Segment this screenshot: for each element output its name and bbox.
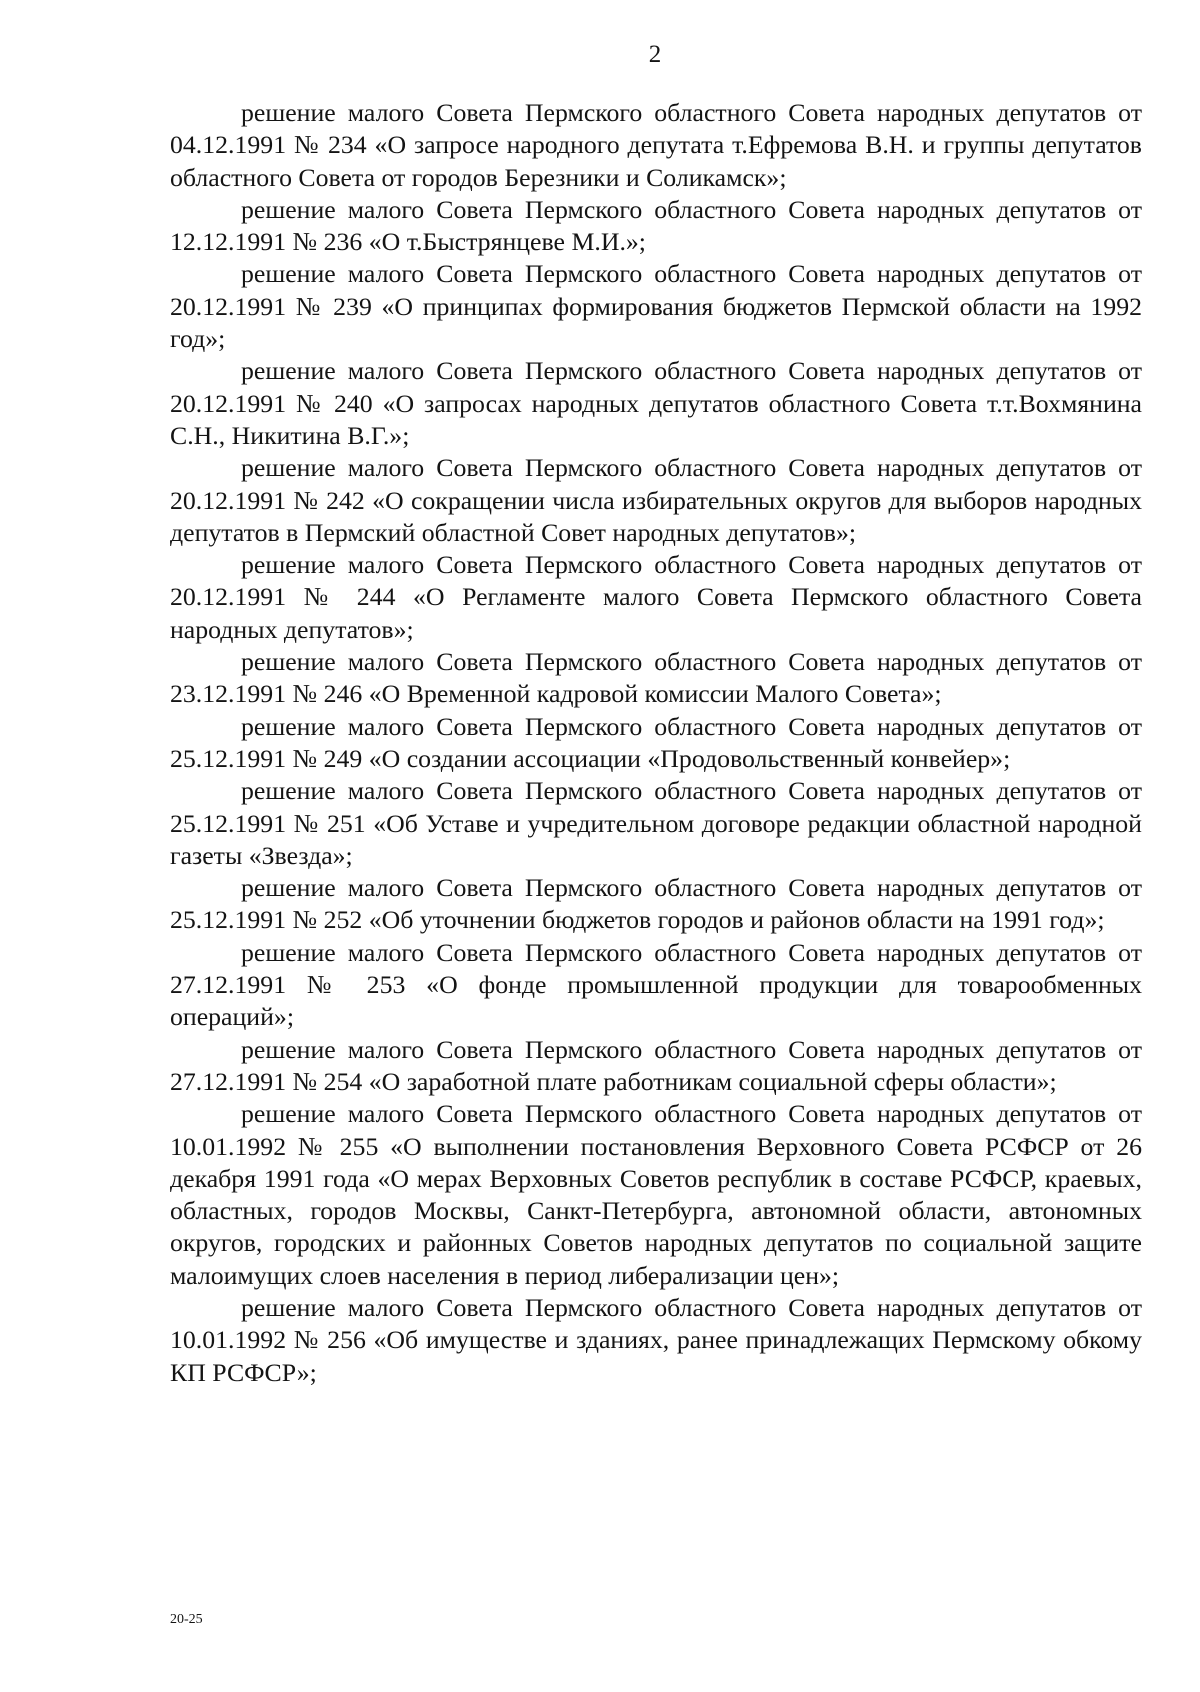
paragraph: решение малого Совета Пермского областного Совета народных депутатов от 20.12.1991 № 242 «О сокращении числа избирательных округов для выборов народных депутатов в Пермский областной Совет народных депутатов»; [170, 453, 1142, 547]
document-body [170, 97, 1142, 1389]
paragraph: решение малого Совета Пермского областного Совета народных депутатов от 20.12.1991 № 239 «О принципах формирования бюджетов Пермской области на 1992 год»; [170, 259, 1142, 354]
paragraph: решение малого Совета Пермского областного Совета народных депутатов от 27.12.1991 № 253 «О фонде промышленной продукции для товарообменных операций»; [170, 937, 1142, 1032]
paragraph: решение малого Совета Пермского областного Совета народных депутатов от 20.12.1991 № 244 «О Регламенте малого Совета Пермского областного Совета народных депутатов»; [170, 550, 1142, 644]
document-code: 20-25 [170, 1612, 203, 1627]
paragraph: решение малого Совета Пермского областного Совета народных депутатов от 27.12.1991 № 254 «О заработной плате работникам социальной сферы области»; [170, 1034, 1142, 1096]
paragraph: решение малого Совета Пермского областного Совета народных депутатов от 12.12.1991 № 236 «О т.Быстрянцеве М.И.»; [170, 194, 1142, 257]
paragraph: решение малого Совета Пермского областного Совета народных депутатов от 10.01.1992 № 256 «Об имуществе и зданиях, ранее принадлежащих Пермскому обкому КП РСФСР»; [170, 1292, 1142, 1387]
paragraph: решение малого Совета Пермского областного Совета народных депутатов от 25.12.1991 № 251 «Об Уставе и учредительном договоре редакции областной народной газеты «Звезда»; [170, 776, 1142, 870]
paragraph: решение малого Совета Пермского областного Совета народных депутатов от 23.12.1991 № 246 «О Временной кадровой комиссии Малого Совета»; [170, 647, 1142, 709]
paragraph: решение малого Совета Пермского областного Совета народных депутатов от 25.12.1991 № 252 «Об уточнении бюджетов городов и районов области на 1991 год»; [170, 873, 1142, 935]
paragraph: решение малого Совета Пермского областного Совета народных депутатов от 25.12.1991 № 249 «О создании ассоциации «Продовольственный конвейер»; [170, 711, 1142, 773]
paragraph: решение малого Совета Пермского областного Совета народных депутатов от 20.12.1991 № 240 «О запросах народных депутатов областного Совета т.т.Вохмянина С.Н., Никитина В.Г.»; [170, 356, 1142, 450]
paragraph: решение малого Совета Пермского областного Совета народных депутатов от 04.12.1991 № 234 «О запросе народного депутата т.Ефремова В.Н. и группы депутатов областного Совета от городов Березники и Соликамск»; [170, 98, 1142, 192]
paragraph: решение малого Совета Пермского областного Совета народных депутатов от 10.01.1992 № 255 «О выполнении постановления Верховного Совета РСФСР от 26 декабря 1991 года «О мерах Верховных Советов республик в составе РСФСР, краевых, областных, городов Москвы, Санкт-Петербурга, автономной области, автономных округов, городских и районных Советов народных депутатов по социальной защите малоимущих слоев населения в период либерализации цен»; [170, 1099, 1142, 1290]
page-number: 2 [648, 41, 662, 68]
